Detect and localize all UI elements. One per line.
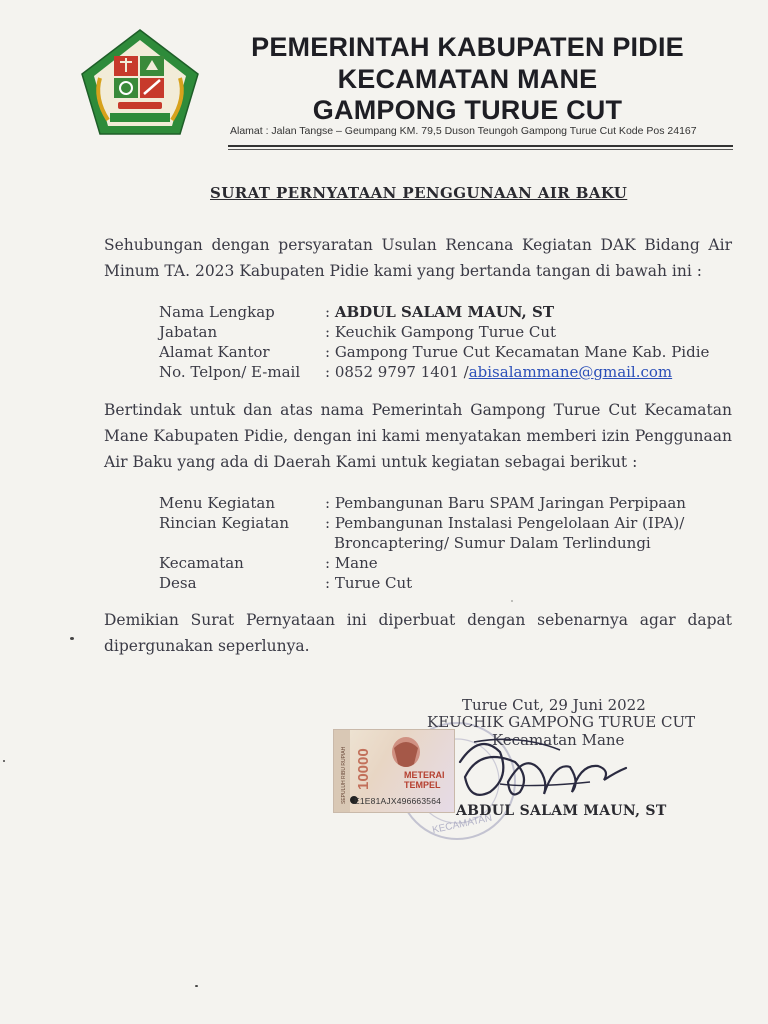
signer-name-value: ABDUL SALAM MAUN, ST bbox=[334, 303, 554, 321]
paragraph-line: Air Baku yang ada di Daerah Kami untuk kegiatan sebagai berikut : bbox=[104, 453, 638, 471]
signature-place-date: Turue Cut, 29 Juni 2022 bbox=[462, 696, 646, 714]
scan-speck bbox=[3, 760, 5, 762]
letterhead-address: Alamat : Jalan Tangse – Geumpang KM. 79,5 Duson Teungoh Gampong Turue Cut Kode Pos 24167 bbox=[230, 125, 697, 137]
letterhead-district: KECAMATAN MANE bbox=[337, 64, 598, 94]
scan-speck bbox=[70, 637, 74, 640]
duty-stamp bbox=[333, 729, 455, 813]
email-link[interactable]: abisalammane@gmail.com bbox=[468, 363, 673, 381]
field-value: : Turue Cut bbox=[325, 574, 413, 592]
letterhead-divider-thin bbox=[228, 149, 733, 150]
field-value: : Keuchik Gampong Turue Cut bbox=[325, 323, 557, 341]
signature-district: Kecamatan Mane bbox=[492, 731, 625, 749]
paragraph-line: Sehubungan dengan persyaratan Usulan Rencana Kegiatan DAK Bidang Air bbox=[104, 236, 732, 254]
field-label: Jabatan bbox=[159, 323, 218, 341]
scan-speck bbox=[195, 985, 198, 987]
field-label: Menu Kegiatan bbox=[159, 494, 275, 512]
closing-paragraph bbox=[104, 607, 732, 659]
field-label: Nama Lengkap bbox=[159, 303, 275, 321]
meterai-label: METERAI TEMPEL bbox=[404, 770, 445, 790]
meterai-side-text: SEPULUH RIBU RUPIAH bbox=[341, 746, 347, 804]
field-label: No. Telpon/ E-mail bbox=[159, 363, 301, 381]
field-label: Rincian Kegiatan bbox=[159, 514, 289, 532]
meterai-serial: E1E81AJX496663564 bbox=[354, 796, 442, 806]
letterhead-government: PEMERINTAH KABUPATEN PIDIE bbox=[251, 32, 684, 62]
field-value: : Gampong Turue Cut Kecamatan Mane Kab. Pidie bbox=[325, 343, 710, 361]
paragraph-line: Minum TA. 2023 Kabupaten Pidie kami yang bertanda tangan di bawah ini : bbox=[104, 262, 702, 280]
field-value: : Pembangunan Instalasi Pengelolaan Air (IPA)/ bbox=[325, 514, 685, 532]
field-label: Kecamatan bbox=[159, 554, 244, 572]
field-value: : Mane bbox=[325, 554, 378, 572]
paragraph-line: Demikian Surat Pernyataan ini diperbuat dengan sebenarnya agar dapat bbox=[104, 611, 732, 629]
field-label: Alamat Kantor bbox=[159, 343, 270, 361]
authorization-paragraph bbox=[104, 397, 732, 475]
field-value: : 0852 9797 1401 /abisalammane@gmail.com bbox=[325, 363, 673, 381]
meterai-denomination: 10000 bbox=[355, 748, 372, 790]
signer-name: ABDUL SALAM MAUN, ST bbox=[456, 803, 667, 819]
field-value: : Pembangunan Baru SPAM Jaringan Perpipaan bbox=[325, 494, 686, 512]
letterhead-divider bbox=[228, 145, 733, 147]
field-label: Desa bbox=[159, 574, 197, 592]
stamp-ring-text: KECAMATAN bbox=[431, 812, 494, 837]
scan-speck bbox=[511, 600, 513, 602]
paragraph-line: Mane Kabupaten Pidie, dengan ini kami menyatakan memberi izin Penggunaan bbox=[104, 427, 732, 445]
opening-paragraph bbox=[104, 232, 732, 284]
signature-position: KEUCHIK GAMPONG TURUE CUT bbox=[427, 713, 696, 731]
letter-title: SURAT PERNYATAAN PENGGUNAAN AIR BAKU bbox=[210, 184, 628, 202]
field-value: Broncaptering/ Sumur Dalam Terlindungi bbox=[334, 534, 651, 552]
field-value: : ABDUL SALAM MAUN, ST bbox=[325, 303, 554, 321]
paragraph-line: dipergunakan seperlunya. bbox=[104, 637, 310, 655]
paragraph-line: Bertindak untuk dan atas nama Pemerintah Gampong Turue Cut Kecamatan bbox=[104, 401, 732, 419]
handwritten-signature-icon bbox=[440, 722, 640, 812]
letterhead-village: GAMPONG TURUE CUT bbox=[312, 95, 623, 125]
pidie-regency-emblem-icon bbox=[80, 28, 200, 136]
